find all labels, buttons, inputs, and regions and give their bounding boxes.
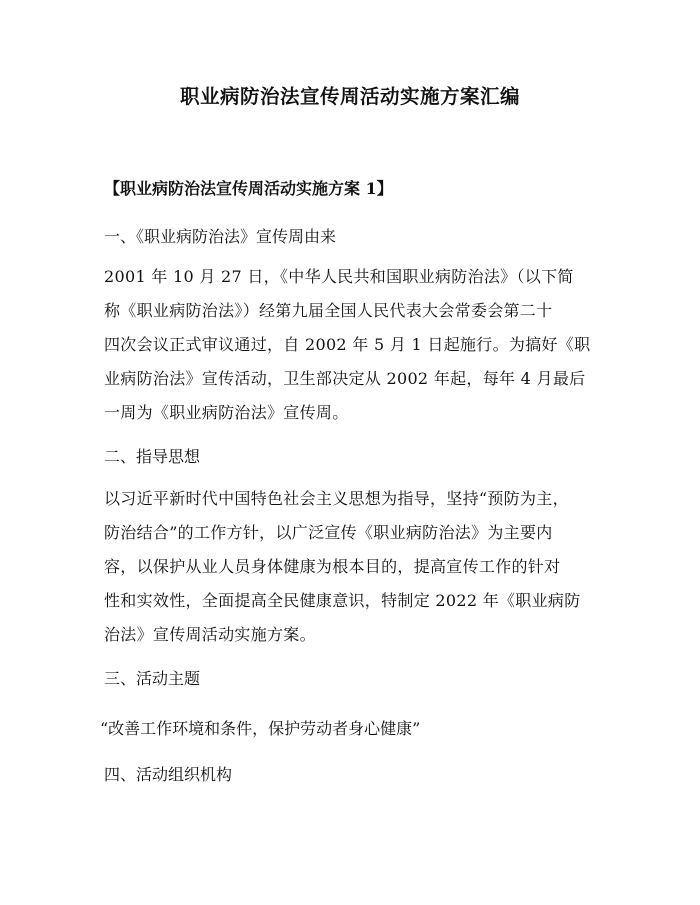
paragraph-line: 治法》宣传周活动实施方案。 (104, 625, 316, 644)
paragraph-line: 称《职业病防治法》）经第九届全国人民代表大会常委会第二十 (104, 301, 553, 320)
activity-theme-quote: “改善工作环境和条件，保护劳动者身心健康” (100, 719, 421, 738)
paragraph-line: 以习近平新时代中国特色社会主义思想为指导，坚持“预防为主， (104, 489, 569, 508)
section-heading-origin: 一、《职业病防治法》宣传周由来 (104, 227, 337, 246)
paragraph-line: 业病防治法》宣传活动，卫生部决定从 2002 年起，每年 4 月最后 (104, 369, 586, 388)
paragraph-line: 一周为《职业病防治法》宣传周。 (104, 403, 349, 422)
section-paragraph-guiding-thought (104, 482, 604, 652)
paragraph-line: 容，以保护从业人员身体健康为根本目的，提高宣传工作的针对 (104, 557, 561, 576)
paragraph-line: 2001 年 10 月 27 日，《中华人民共和国职业病防治法》（以下简 (104, 267, 574, 286)
section-heading-theme: 三、活动主题 (104, 669, 201, 688)
paragraph-line: 性和实效性，全面提高全民健康意识，特制定 2022 年《职业病防 (104, 591, 581, 610)
document-title: 职业病防治法宣传周活动实施方案汇编 (179, 85, 520, 108)
paragraph-line: 四次会议正式审议通过，自 2002 年 5 月 1 日起施行。为搞好《职 (104, 335, 591, 354)
section-heading-organization: 四、活动组织机构 (104, 765, 233, 784)
section-paragraph-origin (104, 260, 604, 430)
paragraph-line: 防治结合”的工作方针，以广泛宣传《职业病防治法》为主要内 (104, 523, 553, 542)
section-heading-guiding-thought: 二、指导思想 (104, 447, 201, 466)
plan-subtitle: 【职业病防治法宣传周活动实施方案 1】 (104, 179, 393, 198)
